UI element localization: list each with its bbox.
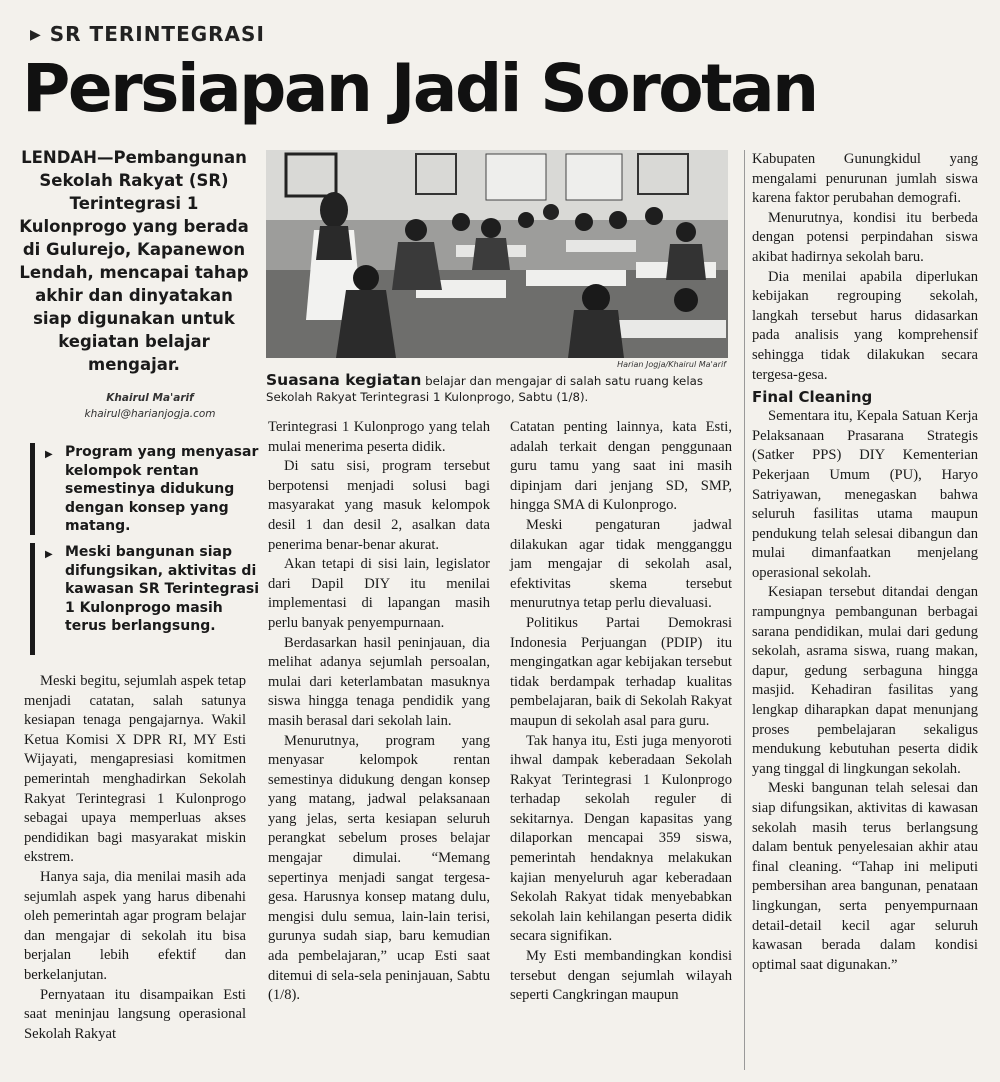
photo-caption [266, 372, 736, 405]
triangle-icon: ▶ [45, 449, 53, 460]
paragraph: Terintegrasi 1 Kulonprogo yang telah mulai menerima peserta didik. [268, 419, 490, 455]
paragraph: Menurutnya, kondisi itu berbeda dengan potensi perpindahan siswa akibat hadirnya sekolah baru. [752, 209, 978, 265]
caption-text: belajar dan mengajar di salah satu ruang kelas Sekolah Rakyat Terintegrasi 1 Kulonprogo, Sabtu (1/8). [266, 374, 703, 404]
triangle-icon: ▶ [30, 27, 42, 43]
subheading: Final Cleaning [752, 388, 873, 407]
headline: Persiapan Jadi Sorotan [22, 50, 817, 127]
news-photo [266, 150, 728, 358]
paragraph: Akan tetapi di sisi lain, legislator dari Dapil DIY itu menilai implementasi di lapangan masih perlu banyak penyempurnaan. [268, 556, 490, 631]
byline [60, 390, 240, 422]
paragraph: Meski bangunan telah selesai dan siap difungsikan, aktivitas di kawasan sekolah masih terus berlangsung dalam bentuk penyelesaian akhir atau final cleaning. “Tahap ini meliputi pembersihan area bangunan, penataan lingkungan, serta penyempurnaan detail-detail kecil agar seluruh kawasan berada dalam kondisi optimal saat digunakan.” [752, 780, 978, 973]
pullquote-1 [30, 443, 261, 535]
lead-paragraph: LENDAH—Pembangunan Sekolah Rakyat (SR) Terintegrasi 1 Kulonprogo yang berada di Gulurejo, Kapanewon Lendah, mencapai tahap akhir dan dinyatakan siap digunakan untuk kegiatan belajar mengajar. [19, 148, 249, 374]
photo-credit: Harian Jogja/Khairul Ma'arif [617, 360, 726, 369]
pullquote-text: Program yang menyasar kelompok rentan semestinya didukung dengan konsep yang matang. [65, 444, 259, 534]
pullquote-text: Meski bangunan siap difungsikan, aktivitas di kawasan SR Terintegrasi 1 Kulonprogo masih terus berlangsung. [65, 544, 260, 634]
caption-lead: Suasana kegiatan [266, 371, 422, 389]
paragraph: Kesiapan tersebut ditandai dengan rampungnya pembangunan berbagai sarana pendidikan, mulai dari gedung sekolah, asrama siswa, ruang makan, dapur, gedung serbaguna hingga masjid. Kehadiran fasilitas yang lengkap diharapkan dapat menunjang proses pembelajaran sekaligus mendukung kebutuhan peserta didik yang tinggal di lingkungan sekolah. [752, 584, 978, 777]
paragraph: Tak hanya itu, Esti juga menyoroti ihwal dampak keberadaan Sekolah Rakyat Terintegrasi 1 Kulonprogo terhadap sekolah reguler di sekitarnya. Dengan kapasitas yang dilaporkan mencapai 359 siswa, pemerintah hendaknya melakukan kajian menyeluruh agar keberadaan Sekolah Rakyat tidak menyebabkan sekolah lain kehilangan peserta didik secara signifikan. [510, 732, 732, 945]
paragraph: Meski pengaturan jadwal dilakukan agar tidak mengganggu jam mengajar di sekolah asal, efektivitas skema tersebut menurutnya tetap perlu dievaluasi. [510, 516, 732, 612]
paragraph: Kabupaten Gunungkidul yang mengalami penurunan jumlah siswa karena faktor perubahan demografi. [752, 151, 978, 207]
paragraph: Politikus Partai Demokrasi Indonesia Perjuangan (PDIP) itu mengingatkan agar kebijakan tersebut tidak berdampak terhadap kualitas pembelajaran, baik di Sekolah Rakyat maupun di sekolah asal para guru. [510, 614, 732, 729]
paragraph: Dia menilai apabila diperlukan kebijakan regrouping sekolah, langkah tersebut harus didasarkan pada analisis yang komprehensif sehingga tidak dilakukan secara tergesa-gesa. [752, 268, 978, 383]
paragraph: Meski begitu, sejumlah aspek tetap menjadi catatan, salah satunya kesiapan tenaga pengajarnya. Wakil Ketua Komisi X DPR RI, MY Esti Wijayati, mengapresiasi komitmen pemerintah menghadirkan Sekolah Rakyat Terintegrasi 1 Kulonprogo sebagai upaya memperluas akses pendidikan bagi masyarakat miskin ekstrem. [24, 673, 246, 866]
article-column-4 [752, 150, 978, 975]
article-column-1 [24, 672, 246, 1044]
byline-author: Khairul Ma'arif [106, 392, 194, 404]
article-column-2 [268, 418, 490, 1006]
paragraph: Hanya saja, dia menilai masih ada sejumlah aspek yang harus dibenahi oleh pemerintah agar program belajar dan mengajar di sekolah itu bisa berjalan lebih efektif dan berkelanjutan. [24, 868, 246, 983]
section-kicker [30, 22, 265, 46]
classroom-photo-image [266, 150, 728, 358]
paragraph: Pernyataan itu disampaikan Esti saat meninjau langsung operasional Sekolah Rakyat [24, 986, 246, 1042]
byline-email: khairul@harianjogja.com [84, 408, 216, 420]
triangle-icon: ▶ [45, 549, 53, 560]
paragraph: Di satu sisi, program tersebut berpotensi menjadi solusi bagi masyarakat yang masuk kelompok desil 1 dan desil 2, asalkan data penerima benar-benar akurat. [268, 458, 490, 553]
paragraph: Sementara itu, Kepala Satuan Kerja Pelaksanaan Prasarana Strategis (Satker PPS) DIY Kementerian Pekerjaan Umum (PU), Haryo Satriyawan, menegaskan bahwa seluruh fasilitas utama maupun pendukung telah selesai dibangun dan mulai dimanfaatkan menjelang operasional sekolah. [752, 408, 978, 581]
paragraph: Menurutnya, program yang menyasar kelompok rentan semestinya didukung dengan konsep yang matang, jadwal pelaksanaan yang jelas, serta kesiapan seluruh perangkat sebelum proses belajar mengajar dimulai. “Memang sepertinya menjadi sangat tergesa-gesa. Harusnya konsep matang dulu, mengisi dulu semua, lain-lain terisi, gurunya sudah siap, baru kemudian ada pembelajaran,” ucap Esti saat ditemui di sela-sela peninjauan, Sabtu (1/8). [268, 732, 490, 1004]
kicker-text: SR TERINTEGRASI [49, 22, 265, 46]
article-column-3 [510, 418, 732, 1006]
paragraph: My Esti membandingkan kondisi tersebut dengan sejumlah wilayah seperti Cangkringan maupun [510, 948, 732, 1004]
pullquote-2 [30, 543, 261, 655]
column-divider [744, 150, 745, 1070]
paragraph: Catatan penting lainnya, kata Esti, adalah terkait dengan penggunaan guru tamu yang saat ini masih dipinjam dari jenjang SD, SMP, hingga SMA di Kulonprogo. [510, 419, 732, 514]
paragraph: Berdasarkan hasil peninjauan, dia melihat adanya sejumlah persoalan, mulai dari keterlambatan masuknya siswa hingga tenaga pendidik yang masih berasal dari sekolah lain. [268, 634, 490, 729]
